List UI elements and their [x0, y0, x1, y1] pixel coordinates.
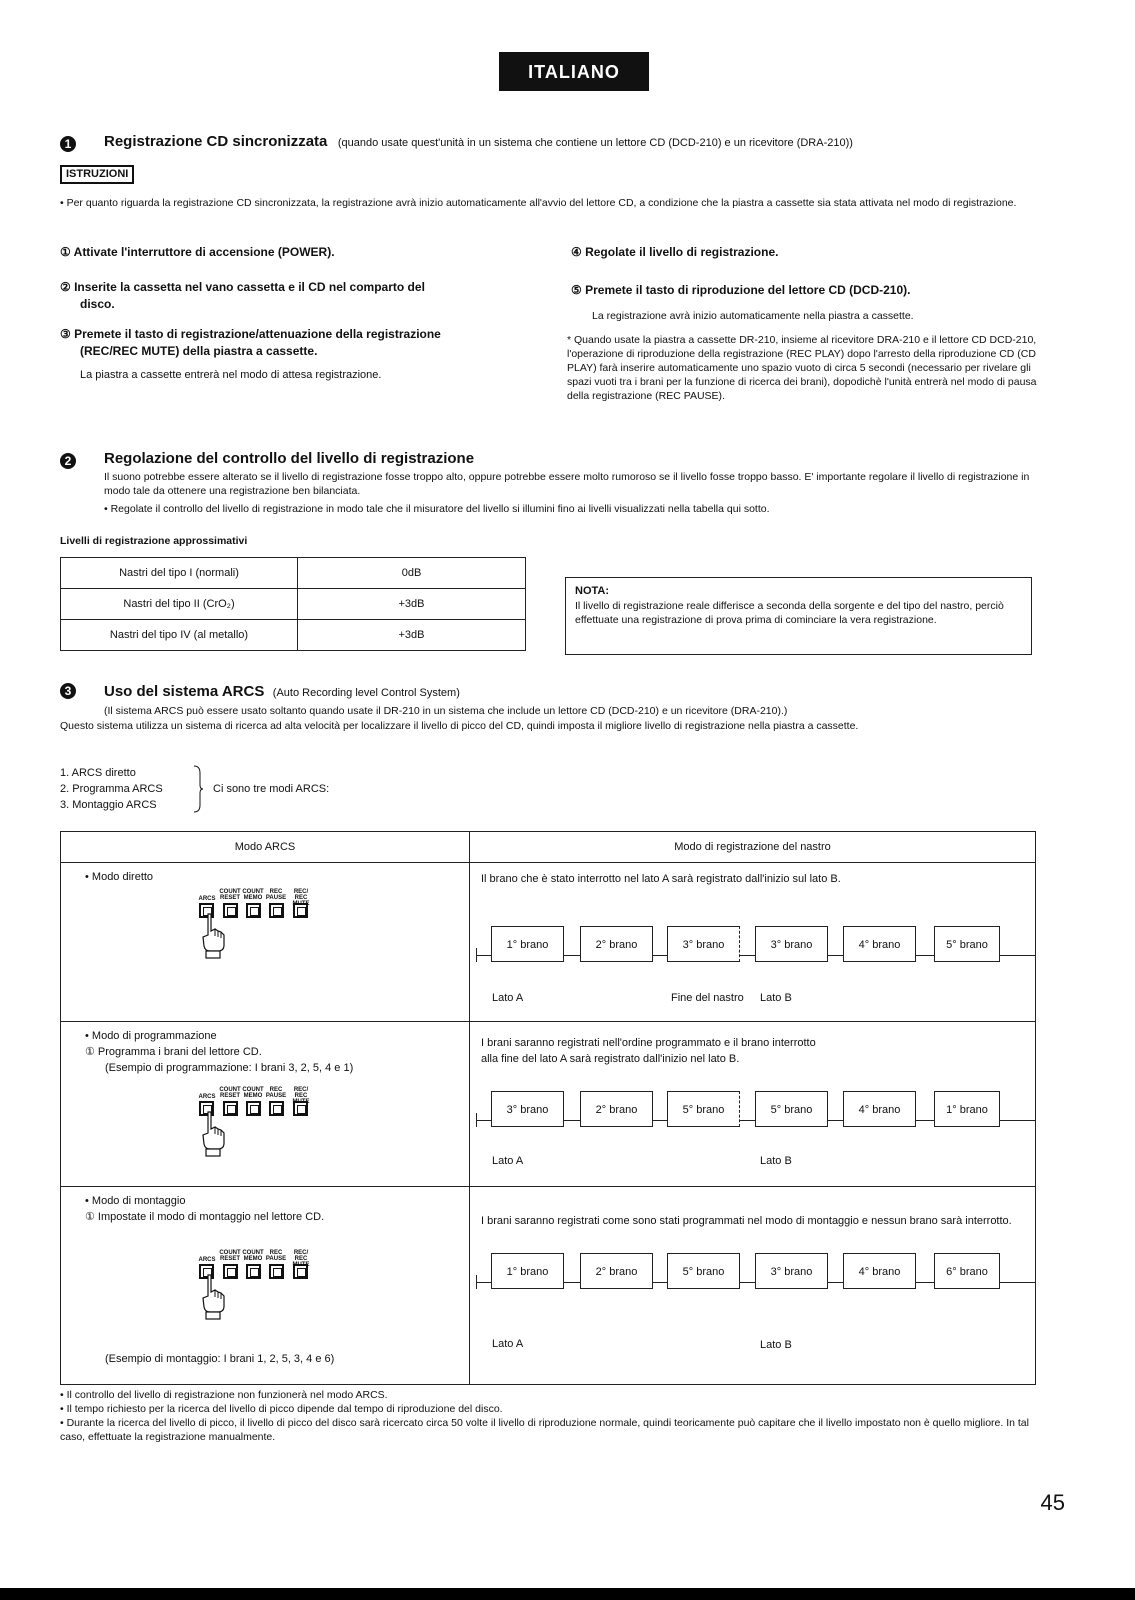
row-program-example: (Esempio di programmazione: I brani 3, 2, 5, 4 e 1): [105, 1062, 354, 1074]
count-reset-label: COUNT RESET: [219, 889, 241, 901]
section-3-heading: [104, 683, 1034, 701]
section-2-paragraph: Il suono potrebbe essere alterato se il livello di registrazione fosse troppo alto, oppure potrebbe essere molto rumoroso se il livello fosse troppo basso. E' importante regolare il livello di registrazione in modo tale da ottenere una registrazione ben bilanciata.: [104, 471, 1030, 497]
side-b-label: Lato B: [760, 992, 792, 1004]
tape-type-cell: Nastri del tipo II (CrO₂): [61, 589, 298, 620]
track-box: 1° brano: [491, 926, 564, 962]
row-program-step: ① Programma i brani del lettore CD.: [85, 1046, 262, 1058]
step-3-line2: (REC/REC MUTE) della piastra a cassette.: [80, 344, 318, 358]
arcs-mode-3: 3. Montaggio ARCS: [60, 799, 157, 811]
tape-end-label: Fine del nastro: [671, 992, 744, 1004]
section-3-description: Questo sistema utilizza un sistema di ricerca ad alta velocità per localizzare il livello di picco del CD, quindi imposta il migliore livello di registrazione nella piastra a cassette.: [60, 720, 859, 732]
rec-mute-label: REC/ REC MUTE: [292, 1087, 310, 1105]
count-memo-key[interactable]: [246, 903, 261, 918]
rec-pause-label: REC PAUSE: [265, 1087, 287, 1099]
row-direct-description: Il brano che è stato interrotto nel lato A sarà registrato dall'inizio sul lato B.: [481, 873, 841, 885]
list-item: • Il controllo del livello di registrazione non funzionerà nel modo ARCS.: [60, 1389, 388, 1401]
track-box: 5° brano: [667, 1091, 740, 1127]
note-title: NOTA:: [575, 585, 610, 597]
rec-mute-label: REC/ REC MUTE: [292, 1250, 310, 1268]
instructions-label: ISTRUZIONI: [60, 165, 134, 184]
arcs-mode-1: 1. ARCS diretto: [60, 767, 136, 779]
track-box: 3° brano: [667, 926, 740, 962]
arcs-notes: [60, 1388, 1036, 1444]
count-memo-key[interactable]: [246, 1101, 261, 1116]
section-2-number: 2: [60, 453, 76, 469]
track-box: 4° brano: [843, 1253, 916, 1289]
arcs-mode-2: 2. Programma ARCS: [60, 783, 163, 795]
section-2-title: Regolazione del controllo del livello di registrazione: [104, 450, 475, 467]
rec-mute-key[interactable]: [293, 1264, 308, 1279]
row-edit-step: ① Impostate il modo di montaggio nel lettore CD.: [85, 1211, 325, 1223]
rec-pause-label: REC PAUSE: [265, 889, 287, 901]
count-memo-key[interactable]: [246, 1264, 261, 1279]
step-4: ④ Regolate il livello di registrazione.: [571, 245, 779, 259]
section-2-bullet: • Regolate il controllo del livello di registrazione in modo tale che il misuratore del livello si illumini fino ai livelli visualizzati nella tabella qui sotto.: [104, 503, 770, 515]
pressing-hand-icon: [201, 1111, 227, 1157]
step-3-line1: ③ Premete il tasto di registrazione/attenuazione della registrazione: [60, 327, 441, 341]
track-box: 3° brano: [755, 926, 828, 962]
table-row: [61, 589, 526, 620]
count-reset-label: COUNT RESET: [219, 1250, 241, 1262]
arcs-button-panel: [199, 1250, 339, 1330]
side-b-label: Lato B: [760, 1339, 792, 1351]
recording-levels-table: [60, 557, 526, 651]
note-box: [565, 577, 1032, 655]
level-cell: 0dB: [298, 558, 526, 589]
section-1-number: 1: [60, 136, 76, 152]
section-1-heading: [104, 133, 1044, 151]
track-box: 1° brano: [934, 1091, 1000, 1127]
side-a-label: Lato A: [492, 1155, 524, 1167]
row-program-label: • Modo di programmazione: [85, 1030, 217, 1042]
track-box: 3° brano: [491, 1091, 564, 1127]
level-cell: +3dB: [298, 620, 526, 651]
track-box: 4° brano: [843, 926, 916, 962]
list-item: • Durante la ricerca del livello di picco, il livello di picco del disco sarà ricercato circa 50 volte il livello di riproduzione normale, quindi teoricamente può capitare che il livello impostato non è quello migliore. In tal caso, effettuate la registrazione manualmente.: [60, 1417, 1029, 1443]
arcs-label: ARCS: [198, 1094, 216, 1100]
track-box: 1° brano: [491, 1253, 564, 1289]
arcs-table: [60, 831, 1036, 1385]
track-box: 3° brano: [755, 1253, 828, 1289]
table-row: [61, 620, 526, 651]
arcs-column-header: Modo ARCS: [234, 841, 296, 853]
section-1-subtitle: (quando usate quest'unità in un sistema che contiene un lettore CD (DCD-210) e un ricevitore (DRA-210)): [337, 137, 853, 149]
section-1-footnote: * Quando usate la piastra a cassette DR-210, insieme al ricevitore DRA-210 e il lettore CD DCD-210, l'operazione di riproduzione della registrazione (REC PLAY) dopo l'arresto della riproduzione CD (CD PLAY) farà inserire automaticamente uno spazio vuoto di circa 5 secondi (necessario per rivelare gli spazi vuoti tra i brani per la funzione di ricerca dei brani), dopodichè l'unità entrerà nel modo di pausa della registrazione (REC PAUSE).: [567, 334, 1037, 402]
row-direct-label: • Modo diretto: [85, 871, 154, 883]
side-a-label: Lato A: [492, 1338, 524, 1350]
tape-column-header: Modo di registrazione del nastro: [674, 841, 831, 853]
track-box: 5° brano: [934, 926, 1000, 962]
row-edit-label: • Modo di montaggio: [85, 1195, 186, 1207]
track-box: 5° brano: [667, 1253, 740, 1289]
levels-table-title: Livelli di registrazione approssimativi: [60, 535, 248, 547]
count-memo-label: COUNT MEMO: [242, 1087, 264, 1099]
section-3-number: 3: [60, 683, 76, 699]
count-memo-label: COUNT MEMO: [242, 1250, 264, 1262]
rec-mute-key[interactable]: [293, 903, 308, 918]
step-5-note: La registrazione avrà inizio automaticamente nella piastra a cassette.: [592, 310, 914, 322]
modes-brace: [192, 765, 204, 813]
language-banner: ITALIANO: [499, 52, 649, 91]
section-1-intro: • Per quanto riguarda la registrazione CD sincronizzata, la registrazione avrà inizio automaticamente all'avvio del lettore CD, a condizione che la piastra a cassette sia stata attivata nel modo di registrazione.: [60, 197, 1017, 209]
row-program-description-1: I brani saranno registrati nell'ordine programmato e il brano interrotto: [481, 1037, 816, 1049]
tape-type-cell: Nastri del tipo IV (al metallo): [61, 620, 298, 651]
rec-pause-key[interactable]: [269, 1264, 284, 1279]
step-1: ① Attivate l'interruttore di accensione (POWER).: [60, 245, 335, 259]
note-text: Il livello di registrazione reale differisce a seconda della sorgente e del tipo del nastro, perciò effettuate una registrazione di prova prima di cominciare la vera registrazione.: [575, 600, 1004, 626]
pressing-hand-icon: [201, 1274, 227, 1320]
rec-pause-key[interactable]: [269, 903, 284, 918]
rec-mute-key[interactable]: [293, 1101, 308, 1116]
track-box: 5° brano: [755, 1091, 828, 1127]
count-reset-label: COUNT RESET: [219, 1087, 241, 1099]
arcs-button-panel: [199, 889, 339, 969]
table-row: [61, 558, 526, 589]
rec-pause-key[interactable]: [269, 1101, 284, 1116]
track-box: 4° brano: [843, 1091, 916, 1127]
track-box: 2° brano: [580, 1253, 653, 1289]
section-3-availability: (Il sistema ARCS può essere usato soltanto quando usate il DR-210 in un sistema che include un lettore CD (DCD-210) e un ricevitore (DRA-210).): [104, 705, 788, 717]
track-box: 2° brano: [580, 1091, 653, 1127]
row-program-description-2: alla fine del lato A sarà registrato dall'inizio nel lato B.: [481, 1053, 740, 1065]
track-box: 6° brano: [934, 1253, 1000, 1289]
page-number: 45: [1040, 1490, 1065, 1515]
level-cell: +3dB: [298, 589, 526, 620]
section-1-title: Registrazione CD sincronizzata: [104, 133, 328, 150]
rec-pause-label: REC PAUSE: [265, 1250, 287, 1262]
step-2-line1: ② Inserite la cassetta nel vano cassetta e il CD nel comparto del: [60, 280, 425, 294]
arcs-button-panel: [199, 1087, 339, 1167]
track-box: 2° brano: [580, 926, 653, 962]
arcs-modes-note: Ci sono tre modi ARCS:: [213, 783, 330, 795]
pressing-hand-icon: [201, 913, 227, 959]
scan-border: [0, 1588, 1135, 1600]
list-item: • Il tempo richiesto per la ricerca del livello di picco dipende dal tempo di riproduzione del disco.: [60, 1403, 503, 1415]
rec-mute-label: REC/ REC MUTE: [292, 889, 310, 907]
tape-type-cell: Nastri del tipo I (normali): [61, 558, 298, 589]
row-edit-description: I brani saranno registrati come sono stati programmati nel modo di montaggio e nessun brano sarà interrotto.: [481, 1215, 1012, 1227]
count-memo-label: COUNT MEMO: [242, 889, 264, 901]
side-b-label: Lato B: [760, 1155, 792, 1167]
arcs-label: ARCS: [198, 896, 216, 902]
arcs-label: ARCS: [198, 1257, 216, 1263]
row-edit-example: (Esempio di montaggio: I brani 1, 2, 5, 3, 4 e 6): [105, 1353, 335, 1365]
section-3-title: Uso del sistema ARCS: [104, 683, 265, 700]
step-5: ⑤ Premete il tasto di riproduzione del lettore CD (DCD-210).: [571, 283, 911, 297]
section-3-subtitle: (Auto Recording level Control System): [272, 687, 460, 699]
step-3-note: La piastra a cassette entrerà nel modo di attesa registrazione.: [80, 369, 382, 381]
step-2-line2: disco.: [80, 297, 115, 311]
side-a-label: Lato A: [492, 992, 524, 1004]
